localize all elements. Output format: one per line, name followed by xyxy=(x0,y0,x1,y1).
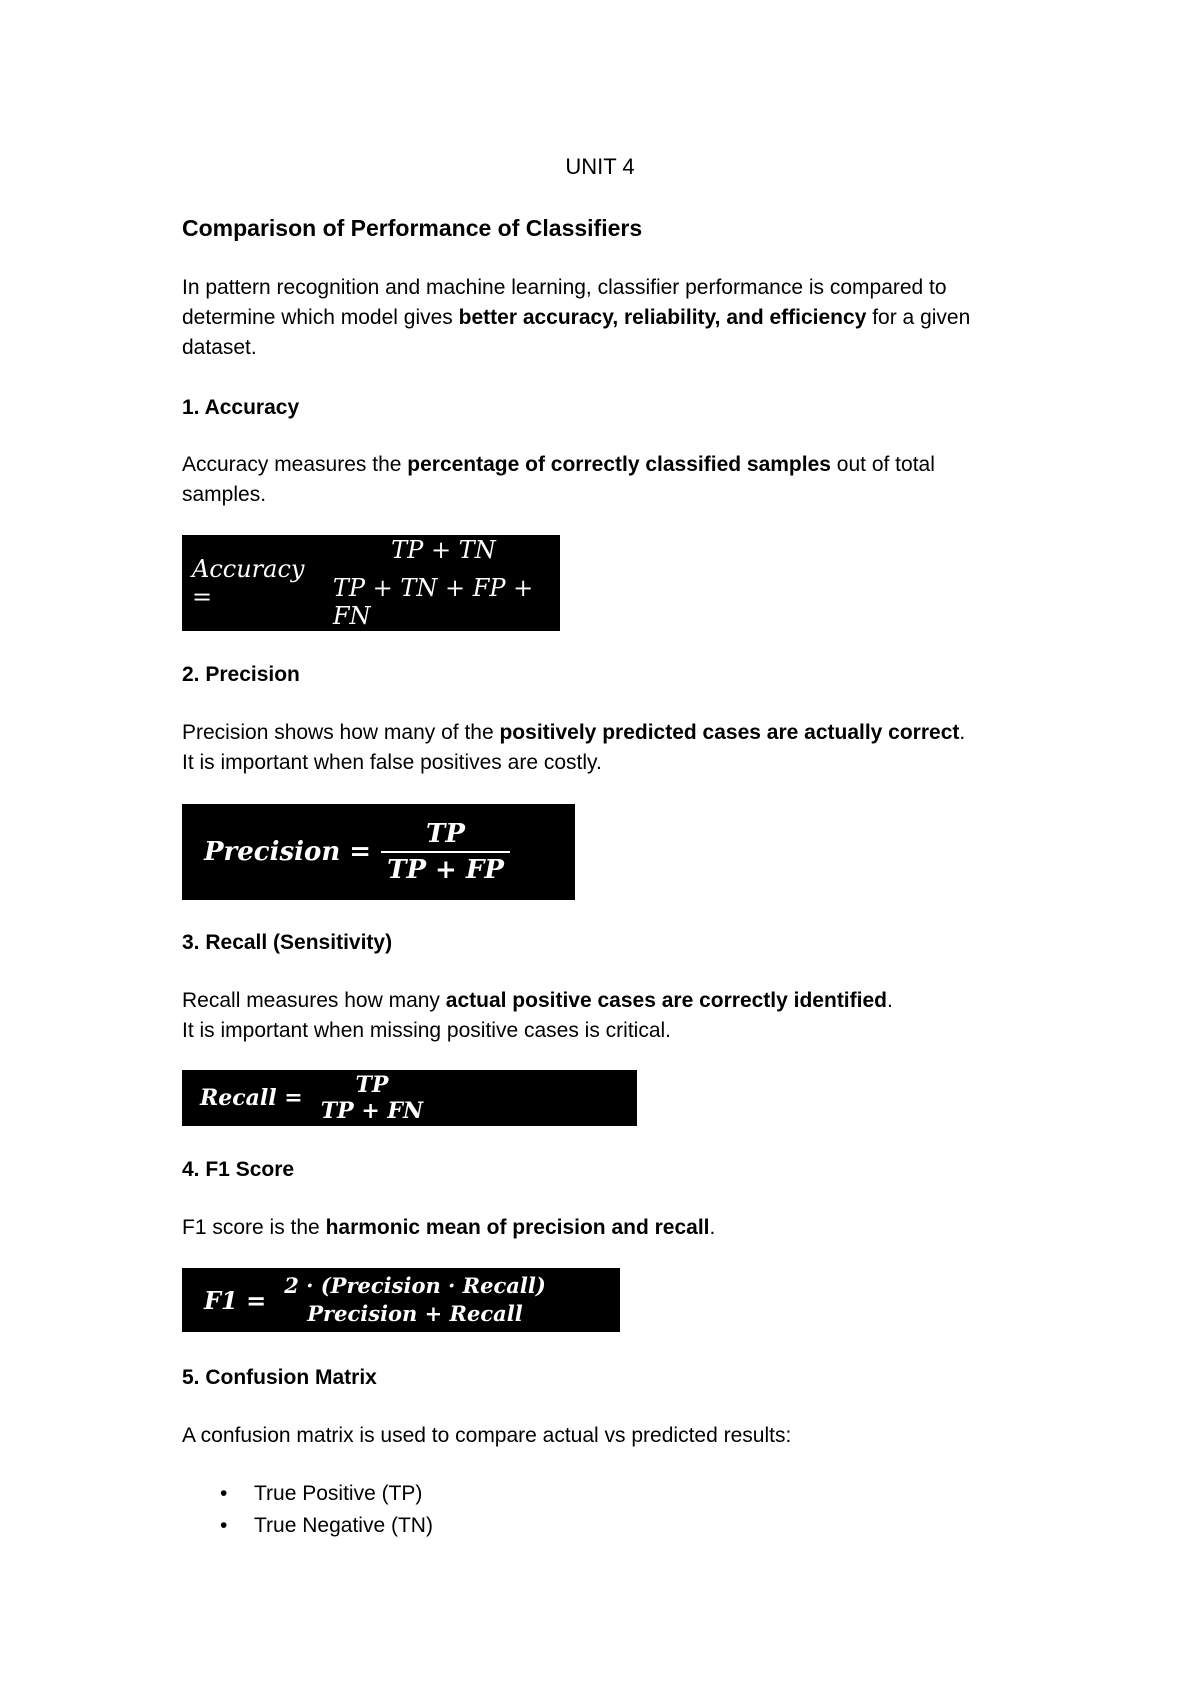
accuracy-formula-lhs: Accuracy = xyxy=(192,555,305,611)
section-heading-confusion-matrix: 5. Confusion Matrix xyxy=(182,1366,377,1389)
section-heading-accuracy: 1. Accuracy xyxy=(182,396,300,419)
precision-formula-denominator: TP + FP xyxy=(387,855,504,885)
bullet-icon: • xyxy=(220,1482,228,1505)
section-heading-precision: 2. Precision xyxy=(182,663,300,686)
intro-line-2: determine which model gives better accuracy, reliability, and efficiency for a given xyxy=(182,306,971,329)
intro-line-1: In pattern recognition and machine learning, classifier performance is compared to xyxy=(182,276,947,299)
section-heading-f1: 4. F1 Score xyxy=(182,1158,295,1181)
section-heading-recall: 3. Recall (Sensitivity) xyxy=(182,931,393,954)
main-heading: Comparison of Performance of Classifiers xyxy=(182,215,643,241)
recall-formula-numerator: TP xyxy=(355,1072,389,1098)
accuracy-description: Accuracy measures the percentage of correctly classified samples out of total samples. xyxy=(182,453,935,506)
precision-formula-image xyxy=(182,804,575,900)
f1-formula-image xyxy=(182,1268,620,1332)
precision-formula-numerator: TP xyxy=(426,819,465,849)
intro-paragraph xyxy=(182,273,1042,363)
f1-description: F1 score is the harmonic mean of precision and recall. xyxy=(182,1216,716,1239)
accuracy-formula-denominator: TP + TN + FP + FN xyxy=(332,574,534,630)
recall-formula-lhs: Recall = xyxy=(200,1085,303,1111)
intro-bold: better accuracy, reliability, and efficiency xyxy=(458,306,867,329)
precision-description: Precision shows how many of the positively predicted cases are actually correct. It is important when false positives are costly. xyxy=(182,721,966,774)
f1-formula-numerator: 2 · (Precision · Recall) xyxy=(284,1273,546,1298)
bullet-icon: • xyxy=(220,1514,228,1537)
accuracy-formula-numerator: TP + TN xyxy=(391,536,496,564)
confusion-matrix-description: A confusion matrix is used to compare actual vs predicted results: xyxy=(182,1424,792,1447)
intro-line-3: dataset. xyxy=(182,336,257,359)
recall-description: Recall measures how many actual positive cases are correctly identified. It is important when missing positive cases is critical. xyxy=(182,989,893,1042)
precision-formula-lhs: Precision = xyxy=(204,837,372,867)
confusion-matrix-bullets xyxy=(220,1478,433,1542)
f1-formula-denominator: Precision + Recall xyxy=(307,1301,523,1326)
unit-title: UNIT 4 xyxy=(565,154,635,179)
accuracy-formula-image xyxy=(182,535,560,631)
f1-formula-lhs: F1 = xyxy=(204,1285,267,1315)
recall-formula-denominator: TP + FN xyxy=(320,1098,424,1124)
fraction-bar xyxy=(381,851,510,853)
list-item: • True Negative (TN) xyxy=(220,1510,433,1542)
list-item: • True Positive (TP) xyxy=(220,1478,433,1510)
recall-formula-image xyxy=(182,1070,637,1126)
